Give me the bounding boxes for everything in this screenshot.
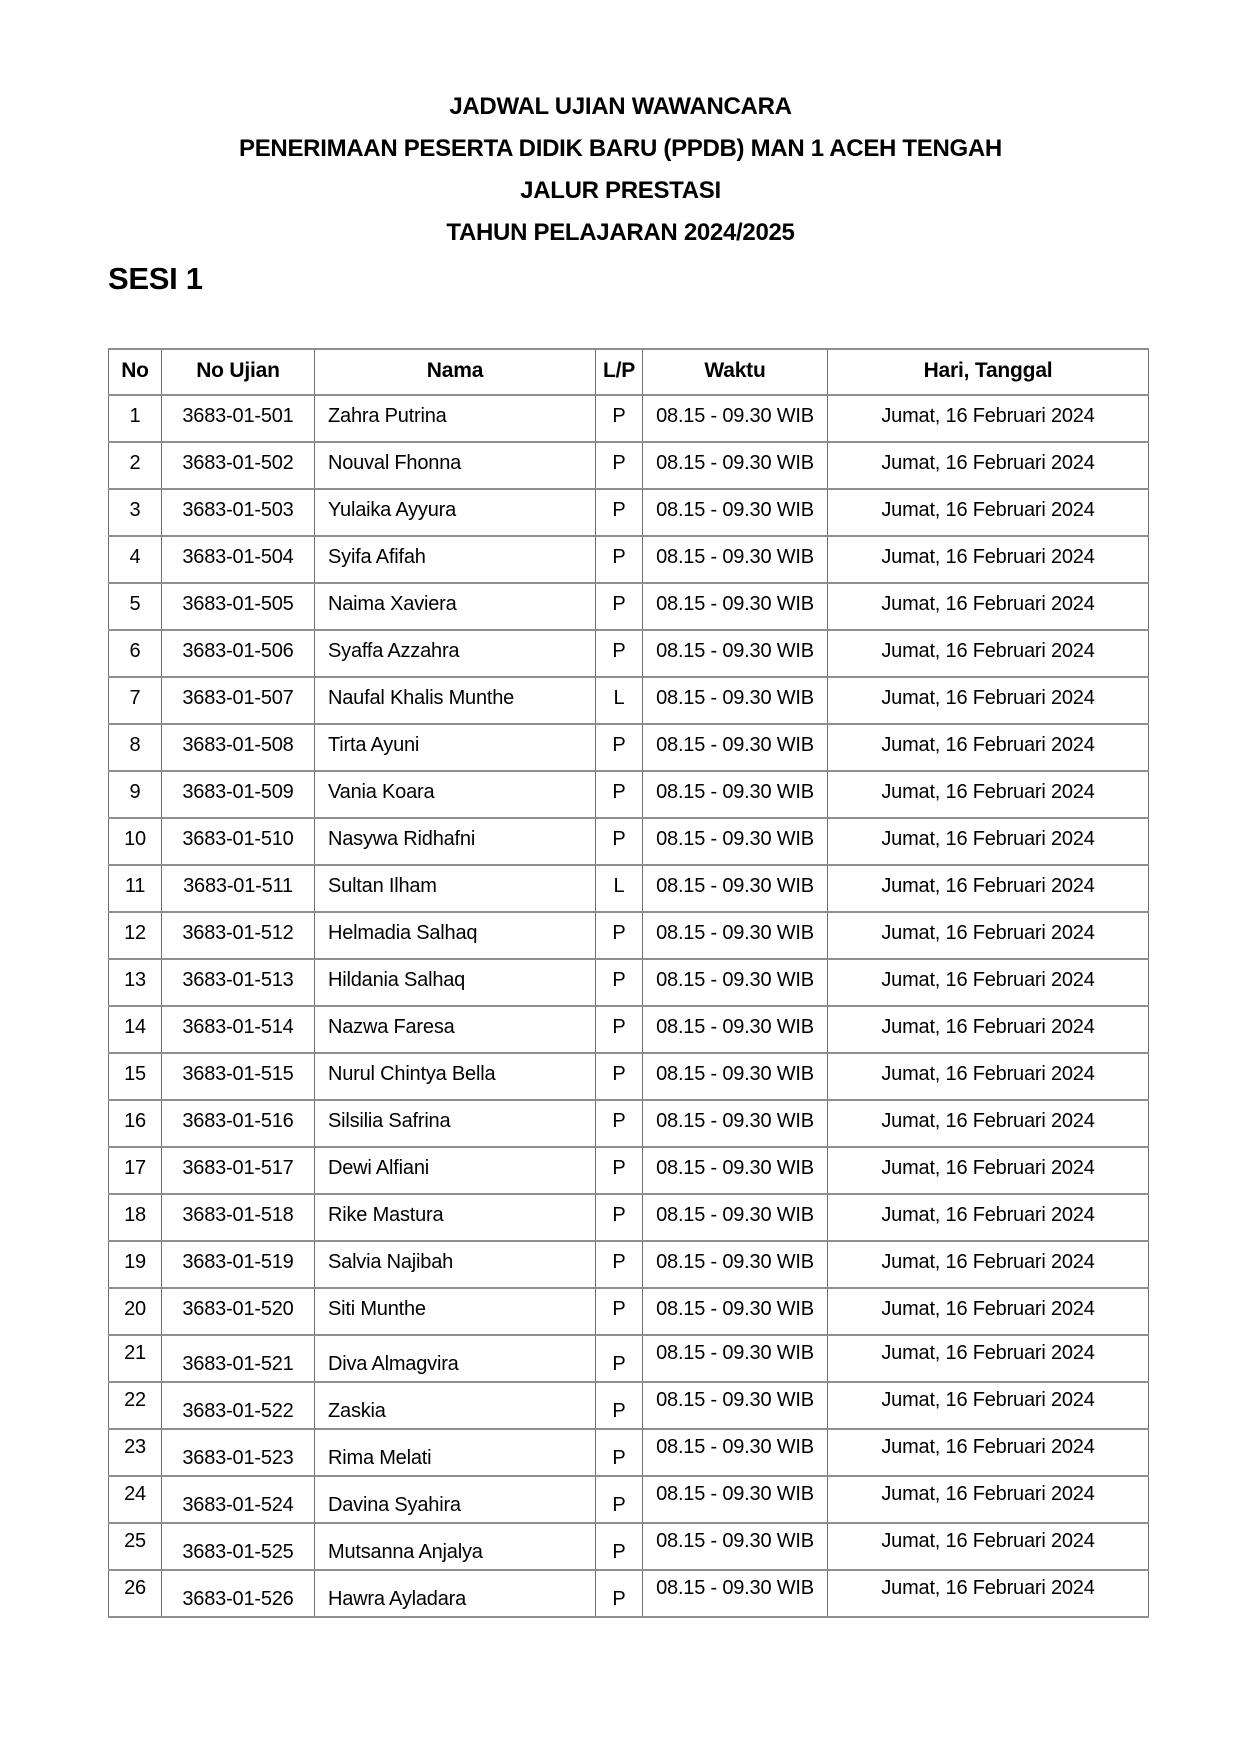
- table-row: [109, 1006, 1149, 1053]
- cell-waktu: 08.15 - 09.30 WIB: [643, 583, 828, 630]
- cell-nama: Nouval Fhonna: [315, 442, 596, 489]
- table-body: [109, 395, 1149, 1617]
- cell-lp: P: [596, 1147, 643, 1194]
- cell-waktu: 08.15 - 09.30 WIB: [643, 771, 828, 818]
- cell-nama: Helmadia Salhaq: [315, 912, 596, 959]
- col-header-lp: L/P: [596, 349, 643, 395]
- table-row: [109, 724, 1149, 771]
- table-row: [109, 1194, 1149, 1241]
- cell-lp: L: [596, 677, 643, 724]
- cell-waktu: 08.15 - 09.30 WIB: [643, 1194, 828, 1241]
- col-header-waktu: Waktu: [643, 349, 828, 395]
- cell-hari-tanggal: Jumat, 16 Februari 2024: [828, 1241, 1149, 1288]
- cell-hari-tanggal: Jumat, 16 Februari 2024: [828, 395, 1149, 442]
- table-row: [109, 1241, 1149, 1288]
- cell-hari-tanggal: Jumat, 16 Februari 2024: [828, 1523, 1149, 1570]
- cell-lp: P: [596, 771, 643, 818]
- table-row: [109, 489, 1149, 536]
- cell-hari-tanggal: Jumat, 16 Februari 2024: [828, 1570, 1149, 1617]
- cell-no-ujian: 3683-01-522: [162, 1382, 315, 1429]
- cell-waktu: 08.15 - 09.30 WIB: [643, 1147, 828, 1194]
- cell-hari-tanggal: Jumat, 16 Februari 2024: [828, 959, 1149, 1006]
- cell-hari-tanggal: Jumat, 16 Februari 2024: [828, 865, 1149, 912]
- table-row: [109, 442, 1149, 489]
- cell-no-ujian: 3683-01-513: [162, 959, 315, 1006]
- table-row: [109, 865, 1149, 912]
- cell-nama: Zahra Putrina: [315, 395, 596, 442]
- cell-nama: Salvia Najibah: [315, 1241, 596, 1288]
- cell-lp: P: [596, 1194, 643, 1241]
- cell-no: 12: [109, 912, 162, 959]
- cell-hari-tanggal: Jumat, 16 Februari 2024: [828, 677, 1149, 724]
- cell-no: 22: [109, 1382, 162, 1429]
- cell-no-ujian: 3683-01-507: [162, 677, 315, 724]
- cell-no-ujian: 3683-01-521: [162, 1335, 315, 1382]
- table-row: [109, 1335, 1149, 1382]
- cell-no-ujian: 3683-01-515: [162, 1053, 315, 1100]
- cell-lp: P: [596, 630, 643, 677]
- cell-waktu: 08.15 - 09.30 WIB: [643, 724, 828, 771]
- cell-hari-tanggal: Jumat, 16 Februari 2024: [828, 1006, 1149, 1053]
- cell-nama: Sultan Ilham: [315, 865, 596, 912]
- cell-no: 11: [109, 865, 162, 912]
- title-line-2: PENERIMAAN PESERTA DIDIK BARU (PPDB) MAN 1 ACEH TENGAH: [239, 135, 1002, 162]
- cell-no: 3: [109, 489, 162, 536]
- cell-lp: P: [596, 489, 643, 536]
- cell-no: 25: [109, 1523, 162, 1570]
- cell-waktu: 08.15 - 09.30 WIB: [643, 536, 828, 583]
- cell-no: 10: [109, 818, 162, 865]
- cell-lp: L: [596, 865, 643, 912]
- table-row: [109, 583, 1149, 630]
- cell-hari-tanggal: Jumat, 16 Februari 2024: [828, 1053, 1149, 1100]
- cell-lp: P: [596, 583, 643, 630]
- cell-nama: Yulaika Ayyura: [315, 489, 596, 536]
- cell-hari-tanggal: Jumat, 16 Februari 2024: [828, 1382, 1149, 1429]
- cell-hari-tanggal: Jumat, 16 Februari 2024: [828, 912, 1149, 959]
- cell-hari-tanggal: Jumat, 16 Februari 2024: [828, 442, 1149, 489]
- document-title-block: [0, 0, 1241, 254]
- col-header-no-ujian: No Ujian: [162, 349, 315, 395]
- cell-lp: P: [596, 1382, 643, 1429]
- cell-nama: Nurul Chintya Bella: [315, 1053, 596, 1100]
- cell-lp: P: [596, 1100, 643, 1147]
- cell-hari-tanggal: Jumat, 16 Februari 2024: [828, 489, 1149, 536]
- cell-no: 16: [109, 1100, 162, 1147]
- cell-hari-tanggal: Jumat, 16 Februari 2024: [828, 1476, 1149, 1523]
- cell-no: 9: [109, 771, 162, 818]
- cell-waktu: 08.15 - 09.30 WIB: [643, 1523, 828, 1570]
- cell-lp: P: [596, 536, 643, 583]
- cell-no-ujian: 3683-01-505: [162, 583, 315, 630]
- table-row: [109, 1053, 1149, 1100]
- cell-nama: Hildania Salhaq: [315, 959, 596, 1006]
- cell-no: 13: [109, 959, 162, 1006]
- cell-hari-tanggal: Jumat, 16 Februari 2024: [828, 1147, 1149, 1194]
- cell-no-ujian: 3683-01-523: [162, 1429, 315, 1476]
- table-row: [109, 1147, 1149, 1194]
- cell-lp: P: [596, 959, 643, 1006]
- cell-waktu: 08.15 - 09.30 WIB: [643, 1006, 828, 1053]
- cell-no-ujian: 3683-01-518: [162, 1194, 315, 1241]
- cell-waktu: 08.15 - 09.30 WIB: [643, 1241, 828, 1288]
- cell-nama: Zaskia: [315, 1382, 596, 1429]
- table-row: [109, 1382, 1149, 1429]
- cell-lp: P: [596, 1335, 643, 1382]
- cell-no: 1: [109, 395, 162, 442]
- session-heading: SESI 1: [108, 261, 203, 296]
- cell-nama: Nazwa Faresa: [315, 1006, 596, 1053]
- cell-no-ujian: 3683-01-510: [162, 818, 315, 865]
- table-row: [109, 536, 1149, 583]
- cell-waktu: 08.15 - 09.30 WIB: [643, 1476, 828, 1523]
- schedule-table: [108, 348, 1149, 1618]
- cell-no: 17: [109, 1147, 162, 1194]
- cell-no-ujian: 3683-01-512: [162, 912, 315, 959]
- table-row: [109, 1476, 1149, 1523]
- cell-no: 2: [109, 442, 162, 489]
- cell-no: 21: [109, 1335, 162, 1382]
- cell-no: 20: [109, 1288, 162, 1335]
- cell-nama: Syifa Afifah: [315, 536, 596, 583]
- cell-hari-tanggal: Jumat, 16 Februari 2024: [828, 583, 1149, 630]
- cell-waktu: 08.15 - 09.30 WIB: [643, 1429, 828, 1476]
- cell-waktu: 08.15 - 09.30 WIB: [643, 912, 828, 959]
- table-row: [109, 818, 1149, 865]
- cell-hari-tanggal: Jumat, 16 Februari 2024: [828, 1288, 1149, 1335]
- table-row: [109, 1100, 1149, 1147]
- table-row: [109, 1429, 1149, 1476]
- cell-waktu: 08.15 - 09.30 WIB: [643, 630, 828, 677]
- cell-lp: P: [596, 442, 643, 489]
- table-row: [109, 771, 1149, 818]
- cell-nama: Dewi Alfiani: [315, 1147, 596, 1194]
- cell-hari-tanggal: Jumat, 16 Februari 2024: [828, 724, 1149, 771]
- cell-nama: Siti Munthe: [315, 1288, 596, 1335]
- cell-waktu: 08.15 - 09.30 WIB: [643, 489, 828, 536]
- cell-nama: Tirta Ayuni: [315, 724, 596, 771]
- cell-hari-tanggal: Jumat, 16 Februari 2024: [828, 1335, 1149, 1382]
- cell-no: 4: [109, 536, 162, 583]
- cell-lp: P: [596, 1429, 643, 1476]
- cell-lp: P: [596, 912, 643, 959]
- cell-no-ujian: 3683-01-509: [162, 771, 315, 818]
- cell-waktu: 08.15 - 09.30 WIB: [643, 1335, 828, 1382]
- cell-no-ujian: 3683-01-516: [162, 1100, 315, 1147]
- cell-lp: P: [596, 1006, 643, 1053]
- cell-lp: P: [596, 1523, 643, 1570]
- cell-lp: P: [596, 724, 643, 771]
- col-header-nama: Nama: [315, 349, 596, 395]
- title-line-3: JALUR PRESTASI: [520, 177, 721, 204]
- cell-nama: Rike Mastura: [315, 1194, 596, 1241]
- cell-no-ujian: 3683-01-503: [162, 489, 315, 536]
- cell-hari-tanggal: Jumat, 16 Februari 2024: [828, 630, 1149, 677]
- cell-no: 19: [109, 1241, 162, 1288]
- cell-no: 5: [109, 583, 162, 630]
- table-row: [109, 395, 1149, 442]
- cell-nama: Vania Koara: [315, 771, 596, 818]
- cell-waktu: 08.15 - 09.30 WIB: [643, 1100, 828, 1147]
- cell-no: 24: [109, 1476, 162, 1523]
- cell-no: 18: [109, 1194, 162, 1241]
- cell-no-ujian: 3683-01-519: [162, 1241, 315, 1288]
- cell-hari-tanggal: Jumat, 16 Februari 2024: [828, 1100, 1149, 1147]
- title-line-4: TAHUN PELAJARAN 2024/2025: [446, 219, 795, 246]
- cell-no-ujian: 3683-01-524: [162, 1476, 315, 1523]
- cell-hari-tanggal: Jumat, 16 Februari 2024: [828, 1429, 1149, 1476]
- cell-no: 26: [109, 1570, 162, 1617]
- cell-no-ujian: 3683-01-506: [162, 630, 315, 677]
- cell-no: 7: [109, 677, 162, 724]
- cell-waktu: 08.15 - 09.30 WIB: [643, 1053, 828, 1100]
- cell-no-ujian: 3683-01-508: [162, 724, 315, 771]
- cell-lp: P: [596, 1570, 643, 1617]
- table-row: [109, 959, 1149, 1006]
- cell-no-ujian: 3683-01-525: [162, 1523, 315, 1570]
- table-row: [109, 1288, 1149, 1335]
- table-header-row: [109, 349, 1149, 395]
- cell-hari-tanggal: Jumat, 16 Februari 2024: [828, 536, 1149, 583]
- cell-no-ujian: 3683-01-517: [162, 1147, 315, 1194]
- cell-waktu: 08.15 - 09.30 WIB: [643, 395, 828, 442]
- cell-no-ujian: 3683-01-511: [162, 865, 315, 912]
- cell-nama: Naima Xaviera: [315, 583, 596, 630]
- cell-nama: Nasywa Ridhafni: [315, 818, 596, 865]
- cell-waktu: 08.15 - 09.30 WIB: [643, 1570, 828, 1617]
- cell-lp: P: [596, 1241, 643, 1288]
- cell-waktu: 08.15 - 09.30 WIB: [643, 959, 828, 1006]
- table-row: [109, 912, 1149, 959]
- title-line-1: JADWAL UJIAN WAWANCARA: [449, 93, 792, 120]
- col-header-no: No: [109, 349, 162, 395]
- table-row: [109, 677, 1149, 724]
- cell-nama: Davina Syahira: [315, 1476, 596, 1523]
- cell-nama: Hawra Ayladara: [315, 1570, 596, 1617]
- table-row: [109, 630, 1149, 677]
- cell-no-ujian: 3683-01-520: [162, 1288, 315, 1335]
- cell-nama: Mutsanna Anjalya: [315, 1523, 596, 1570]
- cell-waktu: 08.15 - 09.30 WIB: [643, 865, 828, 912]
- cell-waktu: 08.15 - 09.30 WIB: [643, 442, 828, 489]
- cell-no-ujian: 3683-01-526: [162, 1570, 315, 1617]
- cell-hari-tanggal: Jumat, 16 Februari 2024: [828, 818, 1149, 865]
- cell-waktu: 08.15 - 09.30 WIB: [643, 1382, 828, 1429]
- cell-hari-tanggal: Jumat, 16 Februari 2024: [828, 771, 1149, 818]
- cell-nama: Diva Almagvira: [315, 1335, 596, 1382]
- cell-lp: P: [596, 1288, 643, 1335]
- cell-no-ujian: 3683-01-501: [162, 395, 315, 442]
- cell-lp: P: [596, 1053, 643, 1100]
- cell-no-ujian: 3683-01-514: [162, 1006, 315, 1053]
- table-row: [109, 1570, 1149, 1617]
- cell-no: 6: [109, 630, 162, 677]
- cell-no-ujian: 3683-01-504: [162, 536, 315, 583]
- cell-lp: P: [596, 1476, 643, 1523]
- cell-nama: Naufal Khalis Munthe: [315, 677, 596, 724]
- col-header-hari-tanggal: Hari, Tanggal: [828, 349, 1149, 395]
- cell-nama: Rima Melati: [315, 1429, 596, 1476]
- cell-no-ujian: 3683-01-502: [162, 442, 315, 489]
- cell-nama: Syaffa Azzahra: [315, 630, 596, 677]
- cell-waktu: 08.15 - 09.30 WIB: [643, 677, 828, 724]
- cell-no: 15: [109, 1053, 162, 1100]
- table-row: [109, 1523, 1149, 1570]
- cell-no: 14: [109, 1006, 162, 1053]
- cell-lp: P: [596, 395, 643, 442]
- cell-hari-tanggal: Jumat, 16 Februari 2024: [828, 1194, 1149, 1241]
- cell-no: 8: [109, 724, 162, 771]
- cell-nama: Silsilia Safrina: [315, 1100, 596, 1147]
- cell-lp: P: [596, 818, 643, 865]
- cell-waktu: 08.15 - 09.30 WIB: [643, 818, 828, 865]
- cell-no: 23: [109, 1429, 162, 1476]
- cell-waktu: 08.15 - 09.30 WIB: [643, 1288, 828, 1335]
